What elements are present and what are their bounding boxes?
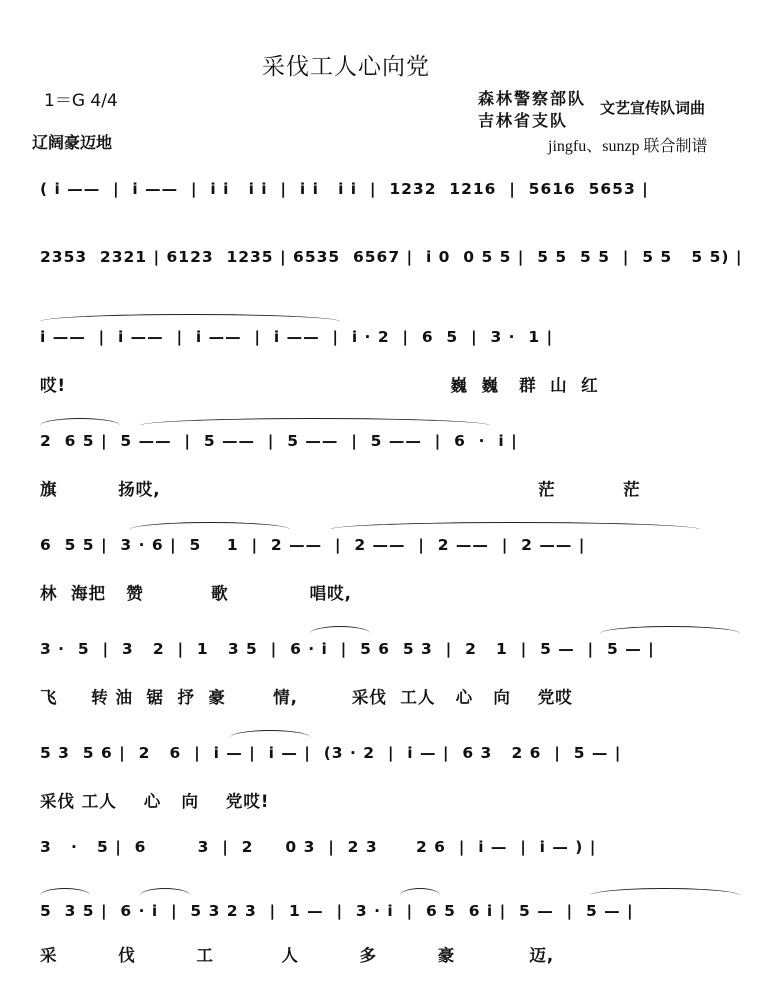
tie-mark	[130, 522, 290, 537]
tie-mark	[330, 522, 700, 537]
tie-mark	[400, 888, 440, 903]
lyric-line: 飞 转 油 锯 抒 豪 情, 采伐 工人 心 向 党哎	[40, 688, 573, 707]
notation-line: 2 6 5 | 5 —— | 5 —— | 5 —— | 5 —— | 6 · i |	[40, 432, 518, 450]
tie-mark	[590, 888, 740, 903]
tie-mark	[140, 418, 490, 433]
tie-mark	[40, 888, 90, 903]
tie-mark	[230, 730, 310, 745]
credit-line-1: 森林警察部队	[478, 89, 587, 108]
lyric-line: 林 海把 赞 歌 唱哎,	[40, 584, 352, 603]
tie-mark	[40, 418, 120, 433]
key-signature: 1＝G 4/4	[44, 91, 118, 111]
tempo-marking: 辽阔豪迈地	[32, 133, 113, 152]
notation-line: ( i —— | i —— | i i i i | i i i i | 1232 1216 | 5616 5653 |	[40, 180, 649, 198]
notation-line: 5 3 5 6 | 2 6 | i — | i — | (3 · 2 | i — | 6 3 2 6 | 5 — |	[40, 744, 622, 762]
credit-role: 文艺宣传队词曲	[600, 99, 706, 117]
notation-line: 3 · 5 | 3 2 | 1 3 5 | 6 · i | 5 6 5 3 | 2 1 | 5 — | 5 — |	[40, 640, 655, 658]
song-title: 采伐工人心向党	[262, 54, 430, 80]
lyric-line: 采 伐 工 人 多 豪 迈,	[40, 946, 555, 965]
notation-line: 5 3 5 | 6 · i | 5 3 2 3 | 1 — | 3 · i | 6 5 6 i | 5 — | 5 — |	[40, 902, 634, 920]
notation-line: 6 5 5 | 3 · 6 | 5 1 | 2 —— | 2 —— | 2 —— | 2 —— |	[40, 536, 586, 554]
lyric-line: 哎! 巍 巍 群 山 红	[40, 376, 599, 395]
tie-mark	[600, 626, 740, 641]
tie-mark	[40, 314, 340, 329]
lyric-line: 采伐 工人 心 向 党哎!	[40, 792, 270, 811]
lyric-line: 旗 扬哎, 茫 茫	[40, 480, 641, 499]
tie-mark	[310, 626, 370, 641]
notation-line: 3 · 5 | 6 3 | 2 0 3 | 2 3 2 6 | i — | i — ) |	[40, 838, 597, 856]
notation-line: 2353 2321 | 6123 1235 | 6535 6567 | i 0 0 5 5 | 5 5 5 5 | 5 5 5 5) |	[40, 248, 743, 266]
credit-line-2: 吉林省支队	[478, 111, 569, 130]
notation-line: i —— | i —— | i —— | i —— | i · 2 | 6 5 | 3 · 1 |	[40, 328, 554, 346]
tie-mark	[140, 888, 190, 903]
arranger-credit: jingfu、sunzp 联合制谱	[548, 138, 708, 155]
